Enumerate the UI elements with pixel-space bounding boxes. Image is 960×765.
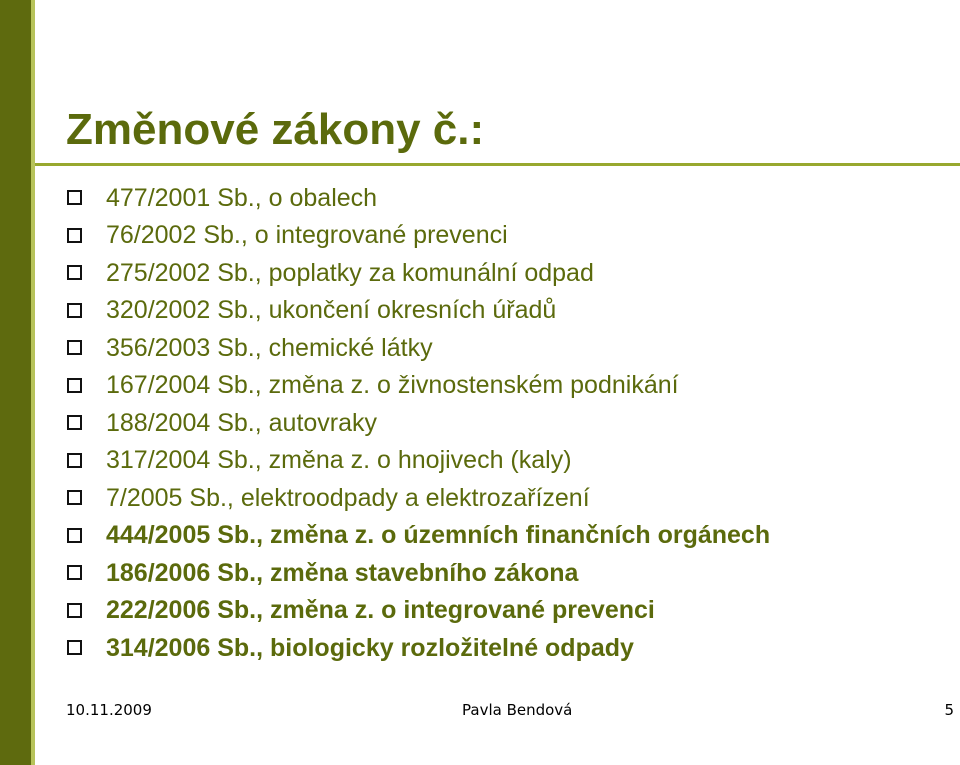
footer-page-number: 5 (944, 701, 954, 719)
hollow-square-bullet-icon (67, 378, 82, 393)
law-list (67, 179, 770, 667)
list-item-text: 222/2006 Sb., změna z. o integrované prevenci (106, 596, 655, 625)
list-item-text: 320/2002 Sb., ukončení okresních úřadů (106, 296, 557, 325)
left-accent-bar (0, 0, 31, 765)
list-item-text: 477/2001 Sb., o obalech (106, 183, 378, 212)
list-item (67, 254, 770, 292)
hollow-square-bullet-icon (67, 303, 82, 318)
list-item (67, 367, 770, 405)
hollow-square-bullet-icon (67, 528, 82, 543)
hollow-square-bullet-icon (67, 640, 82, 655)
footer-date: 10.11.2009 (66, 701, 152, 719)
hollow-square-bullet-icon (67, 415, 82, 430)
hollow-square-bullet-icon (67, 190, 82, 205)
slide-title: Změnové zákony č.: (66, 105, 485, 154)
hollow-square-bullet-icon (67, 490, 82, 505)
list-item-text: 356/2003 Sb., chemické látky (106, 333, 433, 362)
list-item-text: 7/2005 Sb., elektroodpady a elektrozařízení (106, 483, 590, 512)
list-item (67, 329, 770, 367)
hollow-square-bullet-icon (67, 565, 82, 580)
list-item-text: 317/2004 Sb., změna z. o hnojivech (kaly) (106, 446, 572, 475)
list-item (67, 629, 770, 667)
list-item-text: 167/2004 Sb., změna z. o živnostenském podnikání (106, 371, 679, 400)
list-item-text: 314/2006 Sb., biologicky rozložitelné odpady (106, 633, 634, 662)
hollow-square-bullet-icon (67, 340, 82, 355)
hollow-square-bullet-icon (67, 603, 82, 618)
list-item (67, 554, 770, 592)
footer-author: Pavla Bendová (462, 701, 573, 719)
list-item-text: 76/2002 Sb., o integrované prevenci (106, 221, 508, 250)
list-item (67, 479, 770, 517)
list-item (67, 179, 770, 217)
list-item-text: 444/2005 Sb., změna z. o územních finančních orgánech (106, 521, 771, 550)
hollow-square-bullet-icon (67, 453, 82, 468)
list-item (67, 442, 770, 480)
list-item (67, 292, 770, 330)
title-underline (35, 163, 960, 166)
list-item-text: 186/2006 Sb., změna stavebního zákona (106, 558, 579, 587)
list-item (67, 592, 770, 630)
hollow-square-bullet-icon (67, 265, 82, 280)
list-item (67, 517, 770, 555)
list-item (67, 404, 770, 442)
list-item-text: 188/2004 Sb., autovraky (106, 408, 378, 437)
left-accent-stripe (31, 0, 35, 765)
hollow-square-bullet-icon (67, 228, 82, 243)
list-item (67, 217, 770, 255)
list-item-text: 275/2002 Sb., poplatky za komunální odpad (106, 258, 594, 287)
